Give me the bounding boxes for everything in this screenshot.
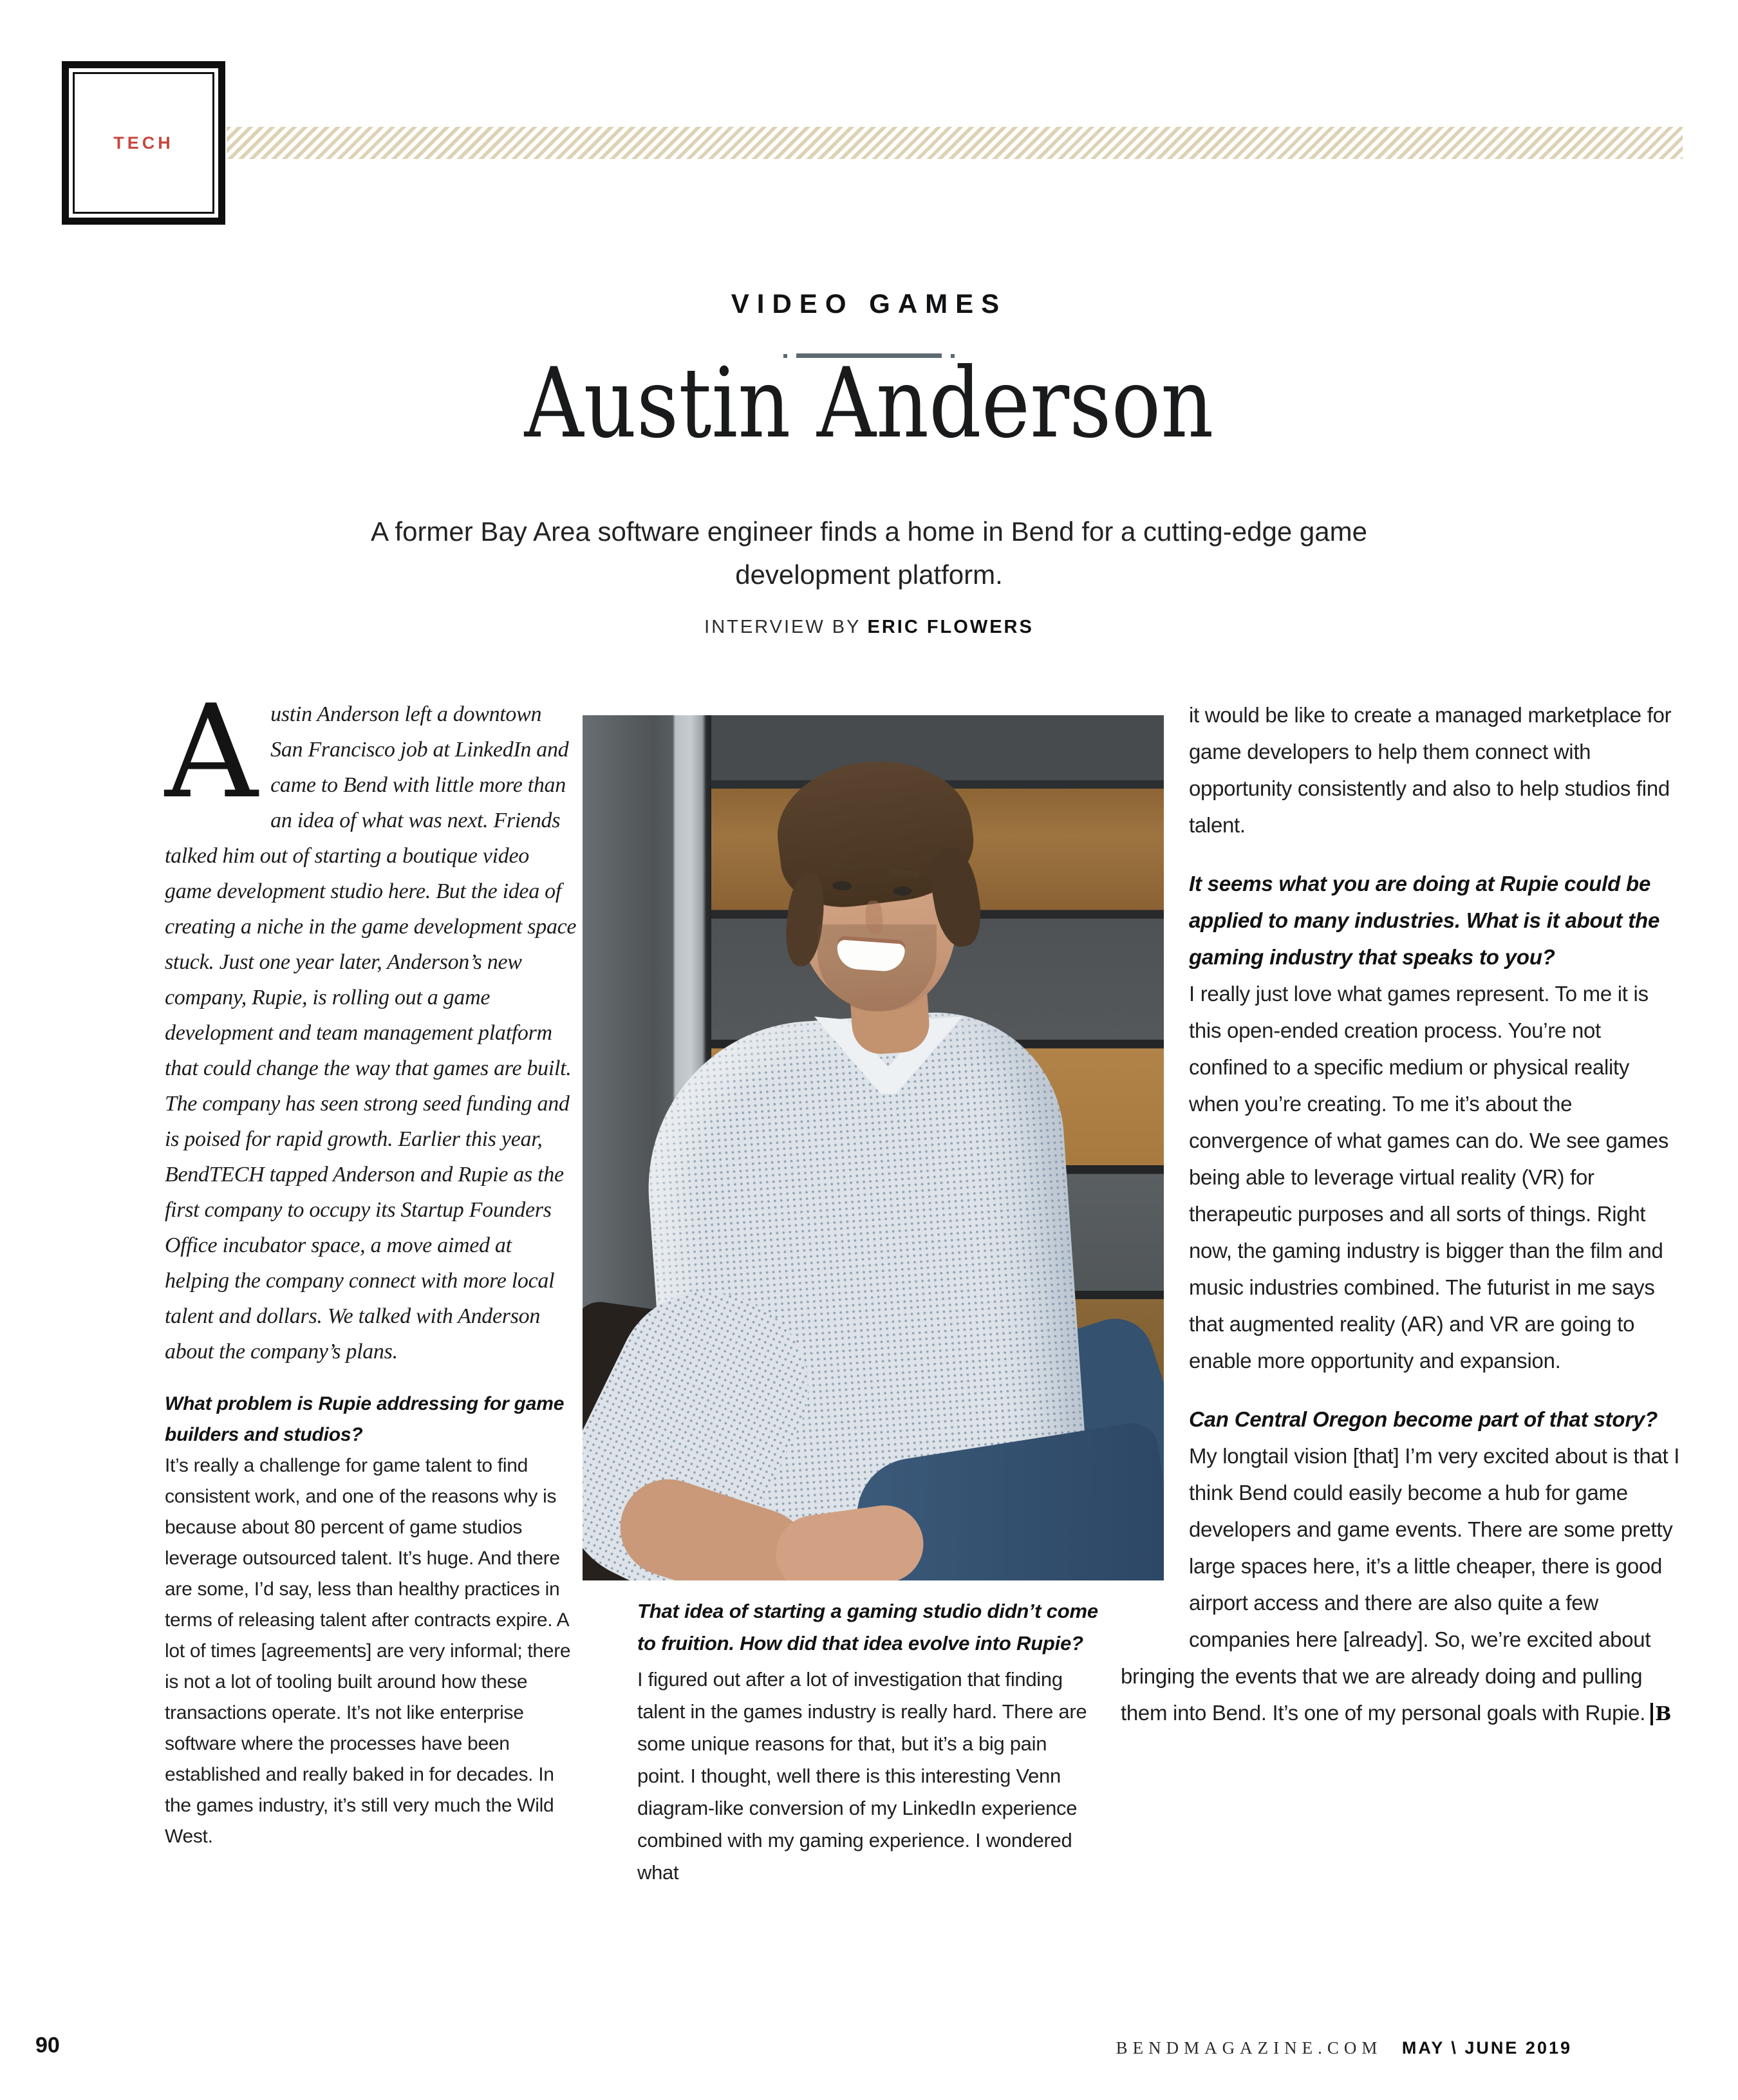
byline-prefix: INTERVIEW BY <box>704 617 861 637</box>
answer-2-continued: it would be like to create a managed marketplace for game developers to help them connect with opportunity consistently and also to help studios find talent. <box>1189 703 1672 837</box>
footer-issue-date: MAY \ JUNE 2019 <box>1401 2038 1572 2058</box>
byline-author: ERIC FLOWERS <box>867 617 1034 637</box>
question-3: It seems what you are doing at Rupie could be applied to many industries. What is it about the gaming industry that speaks to you? <box>1189 872 1660 969</box>
column-middle <box>637 1595 1098 1889</box>
question-1: What problem is Rupie addressing for game builders and studios? <box>165 1393 565 1445</box>
answer-2: I figured out after a lot of investigation that finding talent in the games industry is really hard. There are some unique reasons for that, but it’s a big pain point. I thought, well there is this interesting Venn diagram-like conversion of my LinkedIn experience combined with my gaming experience. I wondered what <box>637 1668 1087 1884</box>
footer <box>1116 2038 1572 2058</box>
answer-1: It’s really a challenge for game talent to find consistent work, and one of the reasons why is because about 80 percent of game studios leverage outsourced talent. It’s huge. And there are some, I’d say, less than healthy practices in terms of releasing talent after contracts expire. A lot of times [agreements] are very informal; there is not a lot of tooling built around how these transactions operate. It’s not like enterprise software where the processes have been established and really baked in for decades. In the games industry, it’s still very much the Wild West. <box>165 1455 571 1847</box>
answer-3: I really just love what games represent. To me it is this open-ended creation process. You’re not confined to a specific medium or physical reality when you’re creating. To me it’s about the convergence of what games can do. We see games being able to leverage virtual reality (VR) for therapeutic purposes and all sorts of things. Right now, the gaming industry is bigger than the film and music industries combined. The futurist in me says that augmented reality (AR) and VR are going to enable more opportunity and expansion. <box>1189 982 1669 1373</box>
footer-website: BENDMAGAZINE.COM <box>1116 2038 1383 2058</box>
photo-austin-anderson <box>583 715 1164 1580</box>
section-badge-inner-border <box>73 72 214 214</box>
intro-text: ustin Anderson left a downtown San Francisco job at LinkedIn and came to Bend with little more than an idea of what was next. Friends talked him out of starting a boutique video game development studio here. But the idea of creating a niche in the game development space stuck. Just one year later, Anderson’s new company, Rupie, is rolling out a game development and team management platform that could change the way that games are built. The company has seen strong seed funding and is poised for rapid growth. Earlier this year, BendTECH tapped Anderson and Rupie as the first company to occupy its Startup Founders Office incubator space, a move aimed at helping the company connect with more local talent and dollars. We talked with Anderson about the company’s plans. <box>165 702 577 1364</box>
section-badge <box>62 61 225 225</box>
page-number: 90 <box>35 2033 60 2058</box>
article-deck: A former Bay Area software engineer finds a home in Bend for a cutting-edge game development platform. <box>371 516 1367 590</box>
answer-4-text: My longtail vision [that] I’m very excited about is that I think Bend could easily become a hub for game developers and game events. There are some pretty large spaces here, it’s a little cheaper, there is good airport access and there are also quite a few companies here [already]. So, we’re excited about bringing the events that we are already doing and pulling them into Bend. It’s one of my personal goals with Rupie. <box>1121 1444 1680 1725</box>
byline <box>0 617 1738 638</box>
drop-cap: A <box>165 677 258 827</box>
photo-eye-right <box>893 886 912 895</box>
question-4: Can Central Oregon become part of that story? <box>1189 1407 1658 1431</box>
end-mark: B <box>1650 1703 1671 1725</box>
answer-4 <box>1121 1438 1682 1732</box>
column-right <box>1121 697 1682 1732</box>
page-title: Austin Anderson <box>524 348 1214 460</box>
intro-paragraph <box>165 677 577 1369</box>
question-2: That idea of starting a gaming studio didn’t come to fruition. How did that idea evolve into Rupie? <box>637 1600 1098 1655</box>
decorative-stripe-band <box>227 127 1683 159</box>
column-left <box>165 677 577 1852</box>
section-label: TECH <box>113 133 174 153</box>
kicker: VIDEO GAMES <box>731 288 1007 319</box>
photo-text-wrap-spacer <box>1121 697 1189 1649</box>
